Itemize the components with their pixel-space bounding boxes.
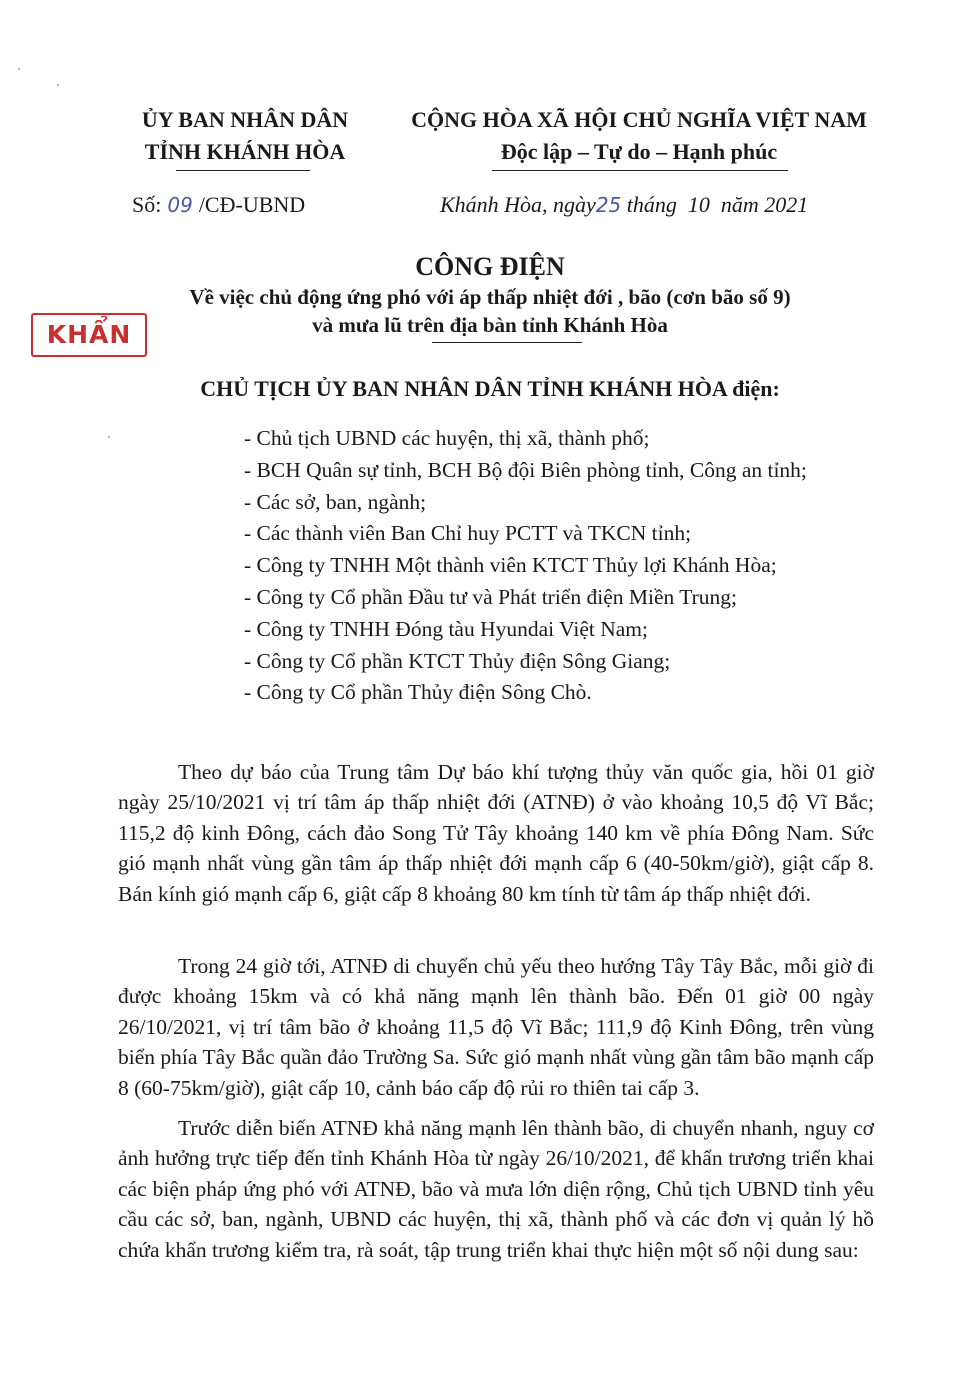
date-prefix: Khánh Hòa, ngày xyxy=(440,192,596,217)
agency-underline xyxy=(176,170,310,171)
recipient-item: - Công ty TNHH Đóng tàu Hyundai Việt Nam; xyxy=(244,616,648,641)
recipient-item: - Công ty TNHH Một thành viên KTCT Thủy lợi Khánh Hòa; xyxy=(244,553,777,578)
agency-line2: TỈNH KHÁNH HÒA xyxy=(144,139,346,164)
motto-underline xyxy=(492,170,788,171)
body-paragraph-2 xyxy=(118,951,874,1103)
urgent-stamp: KHẨN xyxy=(31,313,147,357)
nation-header xyxy=(400,104,878,168)
body-paragraph-3 xyxy=(118,1113,874,1265)
agency-header xyxy=(95,104,395,168)
body-paragraph-1 xyxy=(118,757,874,909)
agency-line1: ỦY BAN NHÂN DÂN xyxy=(141,107,349,132)
handwritten-number: 09 xyxy=(167,193,193,217)
document-number-prefix: Số: xyxy=(132,192,162,217)
recipient-item: - Các thành viên Ban Chỉ huy PCTT và TKCN tỉnh; xyxy=(244,521,692,546)
subtitle-underline xyxy=(432,342,582,343)
document-number-suffix: /CĐ-UBND xyxy=(198,192,306,217)
recipient-item: - BCH Quân sự tỉnh, BCH Bộ đội Biên phòng tỉnh, Công an tỉnh; xyxy=(244,457,807,482)
document-date xyxy=(440,192,808,218)
sender-line: CHỦ TỊCH ỦY BAN NHÂN DÂN TỈNH KHÁNH HÒA điện: xyxy=(200,376,780,401)
paragraph-text: Trong 24 giờ tới, ATNĐ di chuyển chủ yếu theo hướng Tây Tây Bắc, mỗi giờ đi được khoảng 15km và có khả năng mạnh lên thành bão. Đến 01 giờ 00 ngày 26/10/2021, vị trí tâm bão ở khoảng 11,5 độ Vĩ Bắc; 111,9 độ Kinh Đông, trên vùng biển phía Tây Bắc quần đảo Trường Sa. Sức gió mạnh nhất vùng gần tâm bão mạnh cấp 8 (60-75km/giờ), giật cấp 10, cảnh báo cấp độ rủi ro thiên tai cấp 3. xyxy=(118,954,874,1100)
recipient-item: - Chủ tịch UBND các huyện, thị xã, thành phố; xyxy=(244,426,650,450)
recipient-item: - Công ty Cổ phần KTCT Thủy điện Sông Giang; xyxy=(244,648,671,673)
paragraph-text: Trước diễn biến ATNĐ khả năng mạnh lên thành bão, di chuyển nhanh, nguy cơ ảnh hưởng trực tiếp đến tỉnh Khánh Hòa từ ngày 26/10/2021, để khẩn trương triển khai các biện pháp ứng phó với ATNĐ, bão và mưa lớn diện rộng, Chủ tịch UBND tỉnh yêu cầu các sở, ban, ngành, UBND các huyện, thị xã, thành phố và các đơn vị quản lý hồ chứa khẩn trương kiểm tra, rà soát, tập trung triển khai thực hiện một số nội dung sau: xyxy=(118,1116,874,1262)
date-rest: tháng 10 năm 2021 xyxy=(626,192,809,217)
nation-line2: Độc lập – Tự do – Hạnh phúc xyxy=(500,139,778,164)
nation-line1: CỘNG HÒA XÃ HỘI CHỦ NGHĨA VIỆT NAM xyxy=(411,107,867,132)
recipient-item: - Công ty Cổ phần Thủy điện Sông Chò. xyxy=(244,680,592,705)
recipient-list xyxy=(244,423,807,709)
document-subtitle xyxy=(110,283,870,339)
paragraph-text: Theo dự báo của Trung tâm Dự báo khí tượng thủy văn quốc gia, hồi 01 giờ ngày 25/10/2021 vị trí tâm áp thấp nhiệt đới (ATNĐ) ở vào khoảng 10,5 độ Vĩ Bắc; 115,2 độ kinh Đông, cách đảo Song Tử Tây khoảng 140 km về phía Đông Nam. Sức gió mạnh nhất vùng gần tâm áp thấp nhiệt đới mạnh cấp 6 (40-50km/giờ), giật cấp 8. Bán kính gió mạnh cấp 6, giật cấp 8 khoảng 80 km tính từ tâm áp thấp nhiệt đới. xyxy=(118,760,874,906)
scan-speck xyxy=(57,84,59,86)
recipient-item: - Công ty Cổ phần Đầu tư và Phát triển điện Miền Trung; xyxy=(244,584,737,609)
subtitle-line2: và mưa lũ trên địa bàn tỉnh Khánh Hòa xyxy=(312,313,668,337)
handwritten-day: 25 xyxy=(595,193,622,217)
document-title: CÔNG ĐIỆN xyxy=(415,252,565,281)
subtitle-line1: Về việc chủ động ứng phó với áp thấp nhiệt đới , bão (cơn bão số 9) xyxy=(189,285,791,309)
recipient-item: - Các sở, ban, ngành; xyxy=(244,489,427,514)
scan-speck xyxy=(108,436,110,438)
document-number xyxy=(132,192,305,218)
scan-speck xyxy=(18,68,20,70)
